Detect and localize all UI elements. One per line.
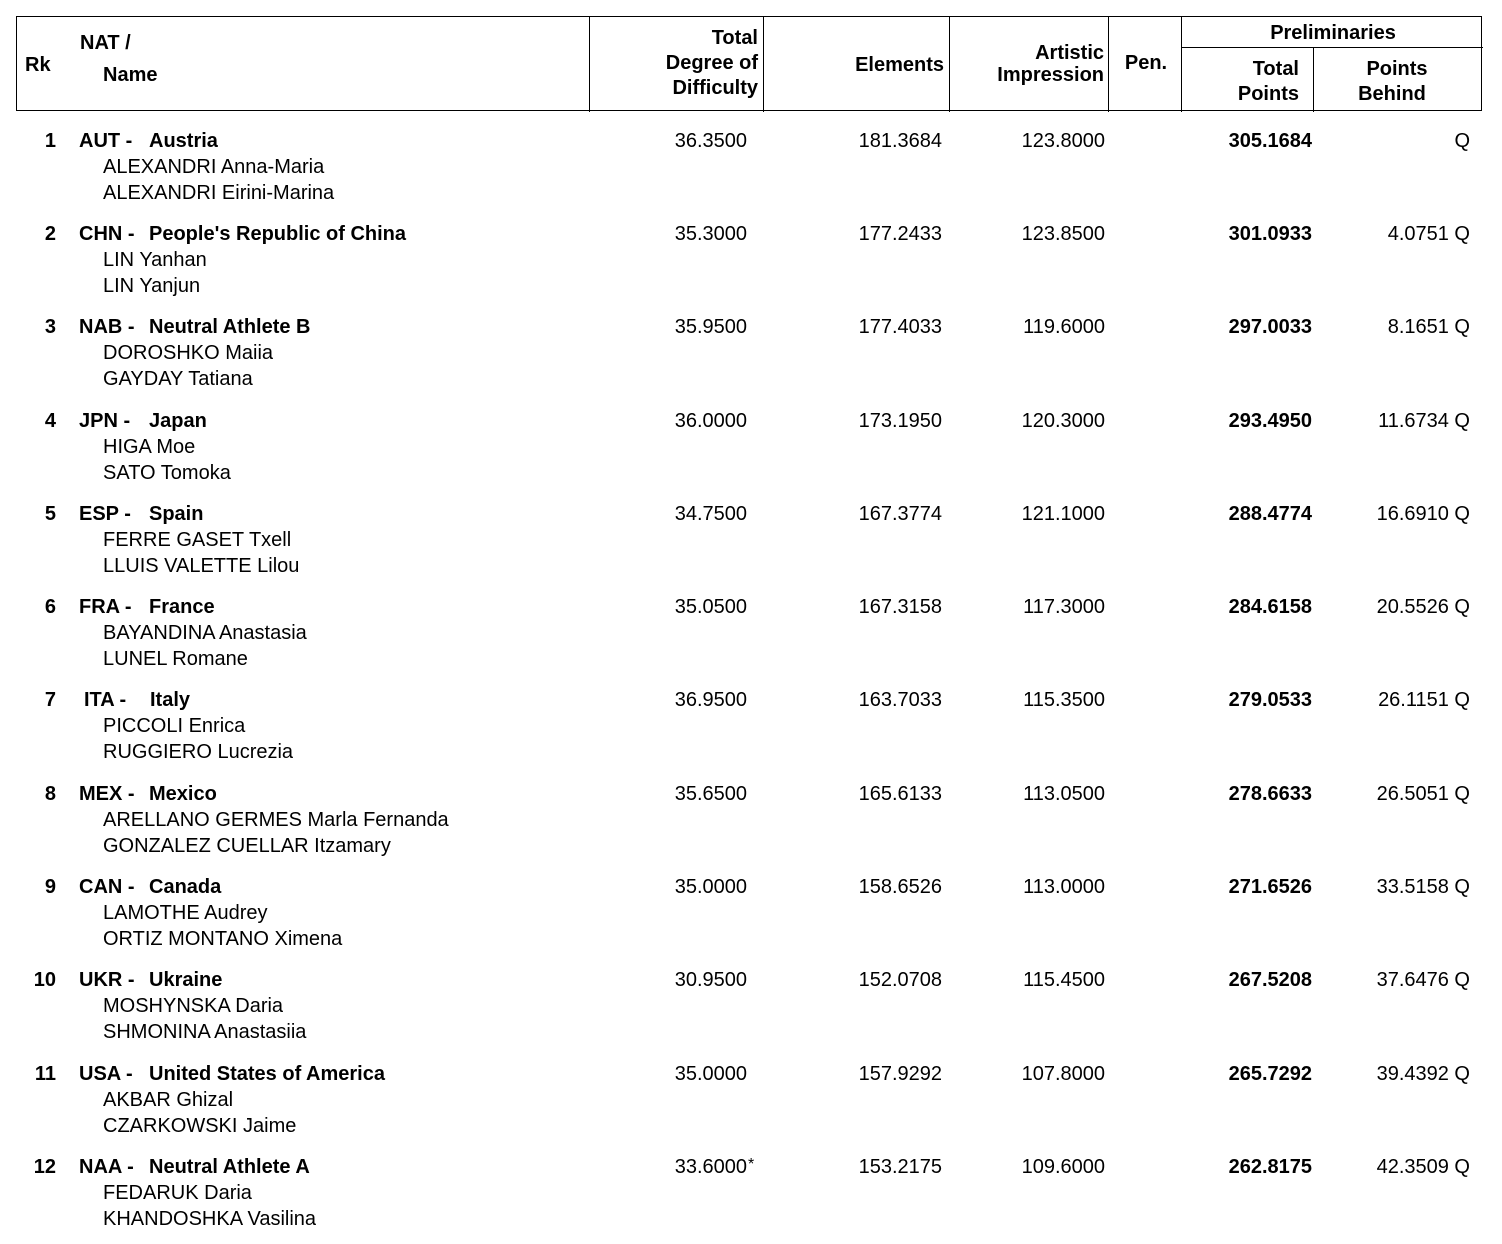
results-table-header: [16, 16, 1482, 111]
team: [79, 594, 215, 620]
dd-value: 35.9500: [674, 316, 747, 338]
total-points: 284.6158: [1228, 596, 1312, 618]
total-points: 265.7292: [1228, 1063, 1312, 1085]
table-row: [0, 485, 1502, 578]
country-name: Neutral Athlete B: [149, 316, 311, 338]
team: [79, 1061, 385, 1087]
artistic-impression-score: 119.6000: [1023, 316, 1105, 338]
nat-code: USA -: [79, 1063, 133, 1085]
header-penalty: Pen.: [1124, 52, 1168, 74]
nat-code: AUT -: [79, 130, 133, 152]
total-points: 288.4774: [1228, 503, 1312, 525]
artistic-impression-score: 120.3000: [1021, 410, 1105, 432]
rank: 8: [44, 783, 56, 805]
artistic-impression-score: 123.8500: [1021, 223, 1105, 245]
rank: 7: [44, 689, 56, 711]
points-behind: 39.4392 Q: [1376, 1063, 1470, 1085]
dd-flag: *: [748, 1156, 755, 1173]
header-elements: Elements: [855, 54, 944, 76]
nat-code: NAB -: [79, 316, 135, 338]
athlete-name: ARELLANO GERMES Marla Fernanda: [103, 809, 449, 831]
points-behind: 8.1651 Q: [1387, 316, 1470, 338]
header-dd-line1: Total: [711, 27, 758, 49]
dd-value: 36.9500: [674, 689, 747, 711]
athlete-name: LIN Yanhan: [103, 249, 207, 271]
athlete-name: DOROSHKO Maiia: [103, 342, 274, 364]
elements-score: 177.2433: [858, 223, 942, 245]
elements-score: 163.7033: [858, 689, 942, 711]
elements-score: 167.3158: [858, 596, 942, 618]
header-dd-line2: Degree of: [665, 52, 758, 74]
team: [79, 781, 217, 807]
dd-value: 33.6000: [674, 1156, 747, 1178]
dd-value: 35.3000: [674, 223, 747, 245]
table-row: [0, 1138, 1502, 1231]
points-behind: 26.1151 Q: [1378, 689, 1470, 711]
athlete-name: ALEXANDRI Eirini-Marina: [103, 182, 335, 204]
athlete-name: FERRE GASET Txell: [103, 529, 292, 551]
preliminaries-divider: [1181, 47, 1483, 48]
points-behind: 16.6910 Q: [1376, 503, 1470, 525]
team: [79, 221, 406, 247]
table-row: [0, 112, 1502, 205]
header-points-behind-line2: Behind: [1358, 83, 1426, 105]
country-name: Mexico: [149, 783, 217, 805]
rank: 11: [34, 1063, 56, 1085]
rank: 5: [44, 503, 56, 525]
athlete-name: BAYANDINA Anastasia: [103, 622, 307, 644]
table-row: [0, 578, 1502, 671]
degree-of-difficulty: [600, 1154, 755, 1180]
header-preliminaries: Preliminaries: [1270, 22, 1396, 44]
team: [79, 408, 207, 434]
degree-of-difficulty: [600, 781, 747, 807]
header-dd-line3: Difficulty: [672, 77, 758, 99]
athlete-name: MOSHYNSKA Daria: [103, 995, 284, 1017]
elements-score: 157.9292: [858, 1063, 942, 1085]
column-divider: [1313, 47, 1314, 112]
total-points: 305.1684: [1228, 130, 1312, 152]
country-name: Neutral Athlete A: [149, 1156, 310, 1178]
total-points: 301.0933: [1228, 223, 1312, 245]
rank: 1: [44, 130, 56, 152]
nat-code: CAN -: [79, 876, 135, 898]
artistic-impression-score: 109.6000: [1021, 1156, 1105, 1178]
athlete-name: GAYDAY Tatiana: [103, 368, 253, 390]
athlete-name: PICCOLI Enrica: [103, 715, 246, 737]
table-row: [0, 205, 1502, 298]
artistic-impression-score: 113.0500: [1023, 783, 1105, 805]
elements-score: 158.6526: [858, 876, 942, 898]
points-behind: 4.0751 Q: [1387, 223, 1470, 245]
athlete-name: LIN Yanjun: [103, 275, 201, 297]
rank: 12: [33, 1156, 56, 1178]
rank: 9: [44, 876, 56, 898]
nat-code: JPN -: [79, 410, 131, 432]
athlete-name: RUGGIERO Lucrezia: [103, 741, 294, 763]
nat-code: MEX -: [79, 783, 135, 805]
degree-of-difficulty: [600, 128, 747, 154]
table-row: [0, 765, 1502, 858]
country-name: Japan: [149, 410, 207, 432]
country-name: People's Republic of China: [149, 223, 407, 245]
table-row: [0, 671, 1502, 764]
table-row: [0, 858, 1502, 951]
rank: 6: [44, 596, 56, 618]
elements-score: 153.2175: [858, 1156, 942, 1178]
degree-of-difficulty: [600, 501, 747, 527]
total-points: 278.6633: [1228, 783, 1312, 805]
degree-of-difficulty: [600, 408, 747, 434]
degree-of-difficulty: [600, 687, 747, 713]
athlete-name: LLUIS VALETTE Lilou: [103, 555, 300, 577]
team: [79, 501, 203, 527]
points-behind: 42.3509 Q: [1376, 1156, 1470, 1178]
dd-value: 35.0000: [674, 1063, 747, 1085]
athlete-name: KHANDOSHKA Vasilina: [103, 1208, 317, 1230]
header-points-behind-line1: Points: [1366, 58, 1428, 80]
artistic-impression-score: 123.8000: [1021, 130, 1105, 152]
athlete-name: ALEXANDRI Anna-Maria: [103, 156, 325, 178]
nat-code: ITA -: [84, 689, 127, 711]
table-row: [0, 298, 1502, 391]
degree-of-difficulty: [600, 874, 747, 900]
team: [79, 967, 222, 993]
degree-of-difficulty: [600, 314, 747, 340]
athlete-name: SATO Tomoka: [103, 462, 231, 484]
rank: 4: [44, 410, 56, 432]
artistic-impression-score: 107.8000: [1021, 1063, 1105, 1085]
column-divider: [1108, 17, 1109, 112]
header-nat: NAT /: [80, 32, 131, 54]
dd-value: 36.3500: [674, 130, 747, 152]
nat-code: NAA -: [79, 1156, 134, 1178]
dd-value: 35.0500: [674, 596, 747, 618]
degree-of-difficulty: [600, 967, 747, 993]
column-divider: [589, 17, 590, 112]
team: [79, 314, 311, 340]
total-points: 271.6526: [1228, 876, 1312, 898]
header-ai-line1: Artistic: [1035, 42, 1104, 64]
artistic-impression-score: 115.3500: [1023, 689, 1105, 711]
elements-score: 165.6133: [858, 783, 942, 805]
athlete-name: ORTIZ MONTANO Ximena: [103, 928, 343, 950]
artistic-impression-score: 121.1000: [1021, 503, 1105, 525]
athlete-name: GONZALEZ CUELLAR Itzamary: [103, 835, 391, 857]
athlete-name: LUNEL Romane: [103, 648, 248, 670]
column-divider: [949, 17, 950, 112]
rank: 2: [44, 223, 56, 245]
nat-code: FRA -: [79, 596, 132, 618]
elements-score: 177.4033: [858, 316, 942, 338]
elements-score: 173.1950: [858, 410, 942, 432]
elements-score: 152.0708: [858, 969, 942, 991]
dd-value: 34.7500: [674, 503, 747, 525]
artistic-impression-score: 113.0000: [1023, 876, 1105, 898]
country-name: France: [149, 596, 215, 618]
athlete-name: LAMOTHE Audrey: [103, 902, 268, 924]
header-total-points-line2: Points: [1237, 83, 1299, 105]
team: [79, 128, 218, 154]
athlete-name: HIGA Moe: [103, 436, 196, 458]
degree-of-difficulty: [600, 1061, 747, 1087]
dd-value: 36.0000: [674, 410, 747, 432]
total-points: 267.5208: [1228, 969, 1312, 991]
header-rank: Rk: [25, 54, 51, 76]
team: [79, 874, 221, 900]
artistic-impression-score: 115.4500: [1023, 969, 1105, 991]
total-points: 293.4950: [1228, 410, 1312, 432]
total-points: 297.0033: [1228, 316, 1312, 338]
table-row: [0, 951, 1502, 1044]
country-name: Ukraine: [149, 969, 223, 991]
degree-of-difficulty: [600, 221, 747, 247]
country-name: United States of America: [149, 1063, 385, 1085]
nat-code: CHN -: [79, 223, 135, 245]
total-points: 262.8175: [1228, 1156, 1312, 1178]
country-name: Spain: [149, 503, 204, 525]
elements-score: 181.3684: [858, 130, 942, 152]
column-divider: [763, 17, 764, 112]
athlete-name: AKBAR Ghizal: [103, 1089, 234, 1111]
country-name: Italy: [150, 689, 191, 711]
points-behind: 20.5526 Q: [1376, 596, 1470, 618]
points-behind: 33.5158 Q: [1376, 876, 1470, 898]
header-name: Name: [103, 64, 158, 86]
table-row: [0, 392, 1502, 485]
rank: 3: [44, 316, 56, 338]
elements-score: 167.3774: [858, 503, 942, 525]
header-total-points-line1: Total: [1252, 58, 1299, 80]
total-points: 279.0533: [1228, 689, 1312, 711]
country-name: Canada: [149, 876, 222, 898]
athlete-name: CZARKOWSKI Jaime: [103, 1115, 297, 1137]
team: [84, 687, 190, 713]
rank: 10: [33, 969, 56, 991]
team: [79, 1154, 310, 1180]
athlete-name: SHMONINA Anastasiia: [103, 1021, 307, 1043]
nat-code: ESP -: [79, 503, 131, 525]
points-behind: 26.5051 Q: [1376, 783, 1470, 805]
points-behind: 37.6476 Q: [1376, 969, 1470, 991]
athlete-name: FEDARUK Daria: [103, 1182, 252, 1204]
country-name: Austria: [149, 130, 218, 152]
header-ai-line2: Impression: [997, 64, 1104, 86]
dd-value: 35.0000: [674, 876, 747, 898]
nat-code: UKR -: [79, 969, 135, 991]
artistic-impression-score: 117.3000: [1023, 596, 1105, 618]
points-behind: 11.6734 Q: [1378, 410, 1470, 432]
degree-of-difficulty: [600, 594, 747, 620]
points-behind: Q: [1454, 130, 1470, 152]
table-row: [0, 1045, 1502, 1138]
dd-value: 35.6500: [674, 783, 747, 805]
dd-value: 30.9500: [674, 969, 747, 991]
